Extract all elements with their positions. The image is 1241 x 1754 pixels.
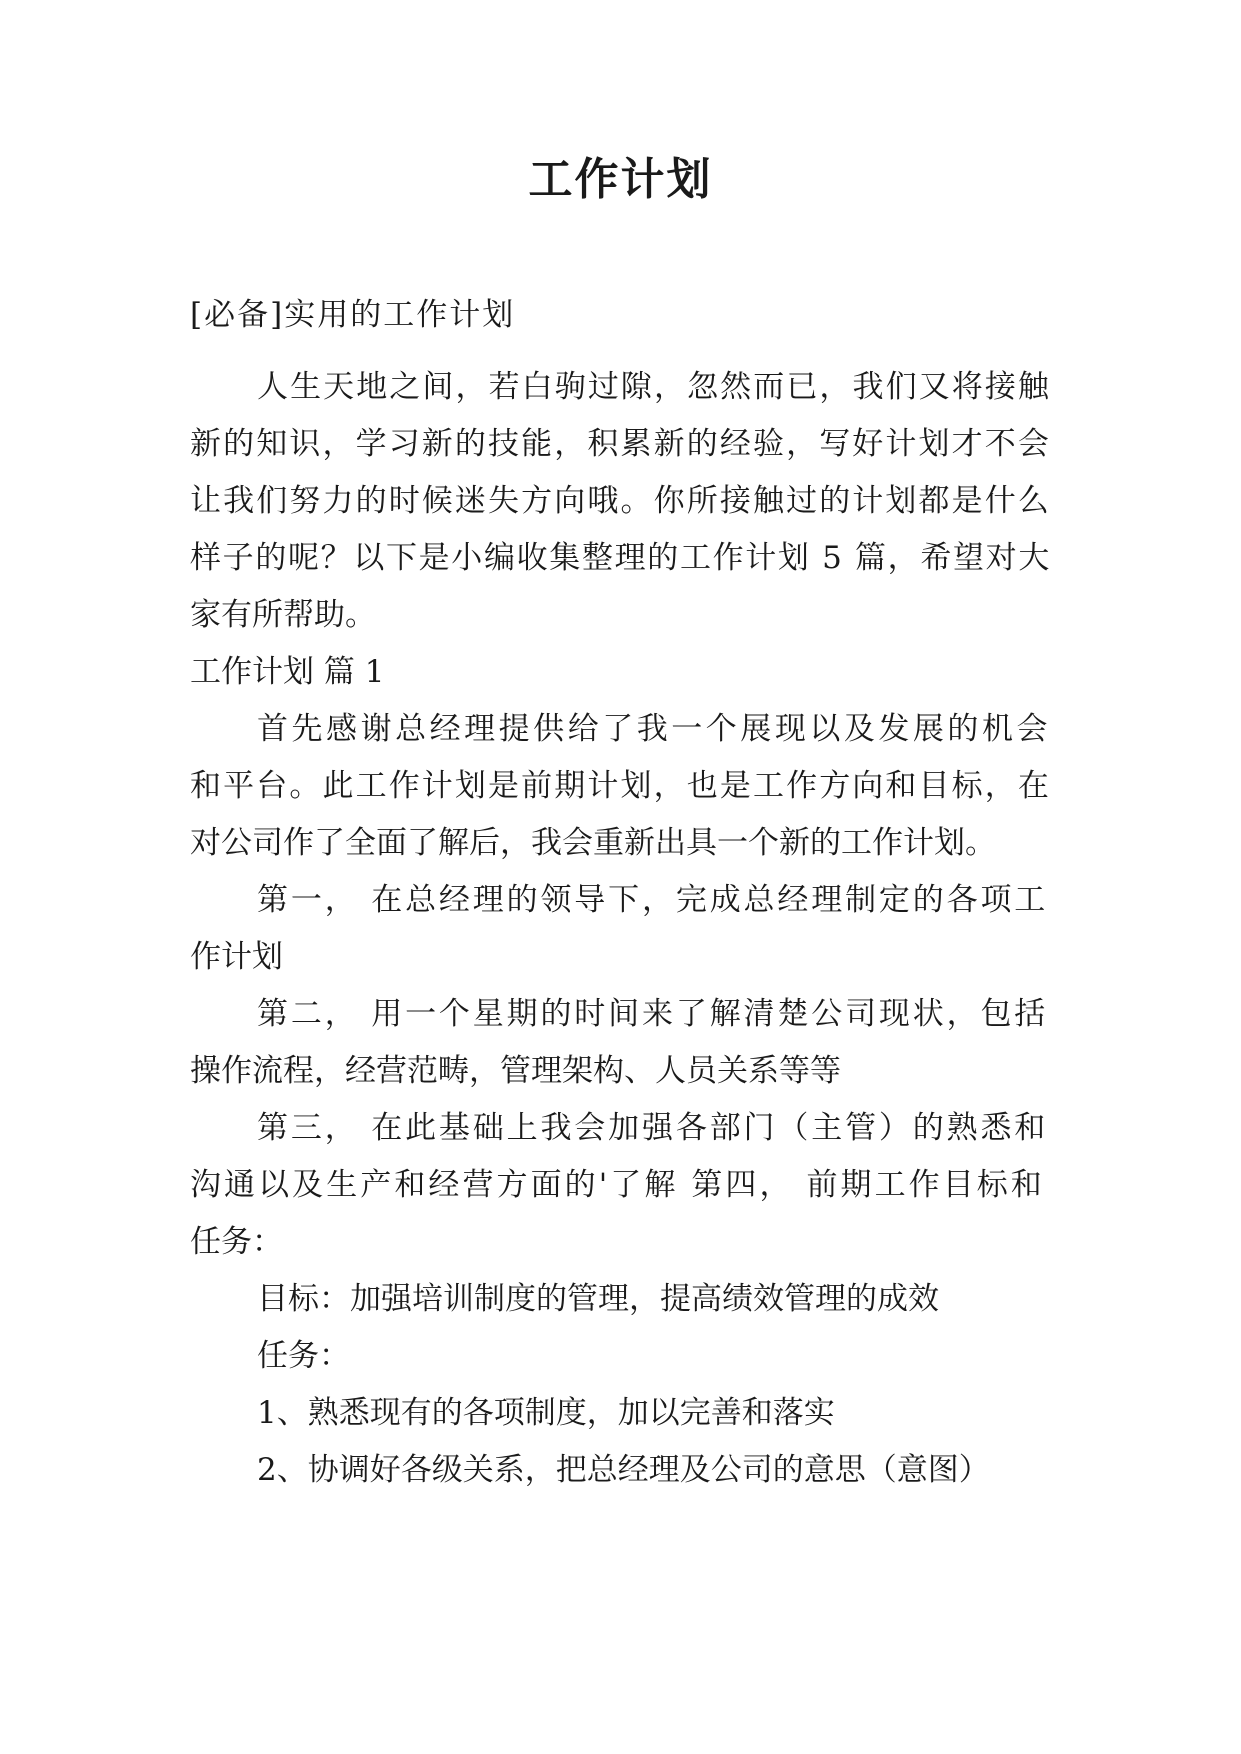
intro-line: 让我们努力的时候迷失方向哦。你所接触过的计划都是什么 [190, 483, 1051, 519]
paragraph-line: 首先感谢总经理提供给了我一个展现以及发展的机会 [257, 711, 1051, 747]
intro-line: 家有所帮助。 [190, 597, 376, 633]
paragraph-line: 和平台。此工作计划是前期计划，也是工作方向和目标，在 [190, 768, 1051, 804]
list-item-line: 第三， 在此基础上我会加强各部门（主管）的熟悉和 [257, 1110, 1049, 1146]
list-item-line: 操作流程，经营范畴，管理架构、人员关系等等 [190, 1053, 841, 1089]
task-item: 1、熟悉现有的各项制度，加以完善和落实 [257, 1395, 835, 1431]
section-heading: 工作计划 篇 1 [190, 654, 385, 690]
intro-line: 样子的呢？以下是小编收集整理的工作计划 5 篇，希望对大 [190, 540, 1051, 576]
goal-line: 目标：加强培训制度的管理，提高绩效管理的成效 [257, 1281, 939, 1317]
list-item-line: 第二， 用一个星期的时间来了解清楚公司现状，包括 [257, 996, 1049, 1032]
intro-line: 人生天地之间，若白驹过隙，忽然而已，我们又将接触 [257, 369, 1051, 405]
list-item-line: 任务： [190, 1224, 283, 1260]
list-item-line: 沟通以及生产和经营方面的'了解 第四， 前期工作目标和 [190, 1167, 1045, 1203]
paragraph-line: 对公司作了全面了解后，我会重新出具一个新的工作计划。 [190, 825, 996, 861]
list-item-line: 作计划 [190, 939, 283, 975]
list-item-line: 第一， 在总经理的领导下，完成总经理制定的各项工 [257, 882, 1049, 918]
document-title: 工作计划 [528, 154, 713, 205]
tasks-label: 任务： [257, 1338, 350, 1374]
intro-line: 新的知识，学习新的技能，积累新的经验，写好计划才不会 [190, 426, 1051, 462]
document-subtitle: [必备]实用的工作计划 [190, 297, 516, 333]
task-item: 2、协调好各级关系，把总经理及公司的意思（意图） [257, 1452, 990, 1488]
